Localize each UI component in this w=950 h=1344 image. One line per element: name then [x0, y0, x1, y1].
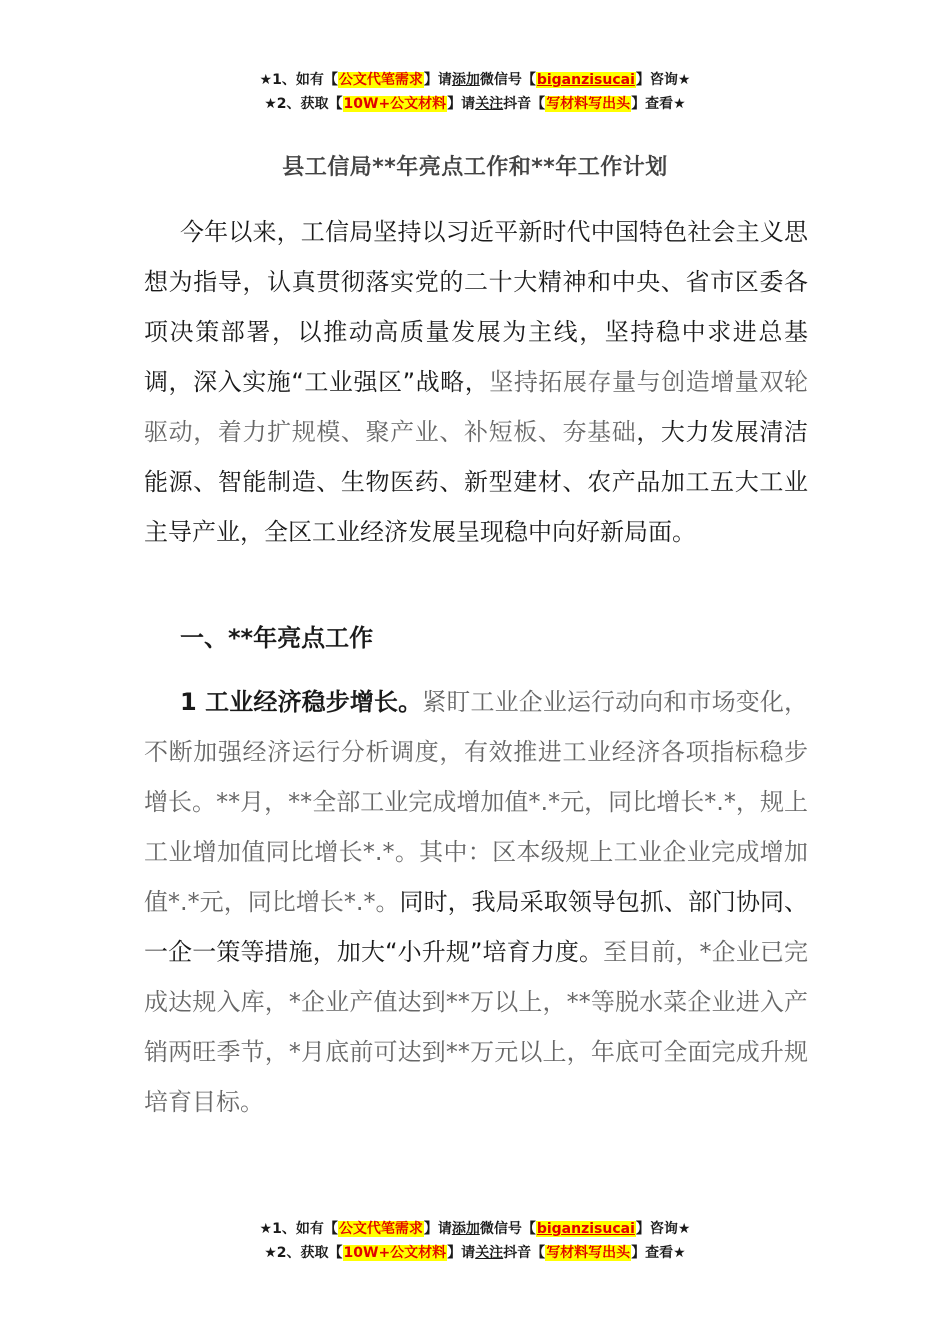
- promo-text: ★2、获取【: [264, 96, 343, 112]
- intro-text: ，大力发展清洁能源、智能制造、生物医药、新型建材、农产品加工五大工业主导产业，全区工业经济发展呈现稳中向好新局面。: [144, 418, 809, 546]
- promo-text: ★2、获取【: [264, 1245, 343, 1261]
- item-lead: 1 工业经济稳步增长。: [180, 688, 423, 716]
- promo-text: 】查看★: [631, 96, 686, 112]
- promo-highlight: 10W+公文材料: [343, 96, 447, 112]
- promo-underlined: 关注: [475, 1245, 504, 1261]
- intro-text-muted: 坚持拓展存量与创造增量双轮驱动，着力扩规模、聚产业、补短板、夯基础: [144, 368, 809, 446]
- promo-text: 抖音【: [503, 1245, 546, 1261]
- promo-highlight: 10W+公文材料: [343, 1245, 447, 1261]
- promo-underlined: 添加: [451, 1221, 480, 1237]
- promo-text: 】请: [423, 72, 452, 88]
- promo-line-1: [0, 68, 950, 92]
- promo-highlight: 公文代笔需求: [338, 72, 423, 88]
- promo-text: 微信号【: [479, 72, 536, 88]
- bottom-promo-banner: [0, 1217, 950, 1265]
- promo-text: 】咨询★: [635, 1221, 691, 1237]
- wechat-id[interactable]: biganzisucai: [536, 1221, 635, 1237]
- item-text: 同时，我局采取领导包抓、部门协同、一企一策等措施，加大“小升规”培育力度。: [144, 888, 808, 966]
- intro-paragraph: [144, 207, 808, 557]
- douyin-account[interactable]: 写材料写出头: [546, 1245, 631, 1261]
- section-heading: 一、**年亮点工作: [180, 624, 374, 652]
- promo-text: ★1、如有【: [259, 1221, 338, 1237]
- promo-underlined: 添加: [451, 72, 480, 88]
- promo-text: 】请: [423, 1221, 452, 1237]
- promo-line-2: [0, 92, 950, 116]
- douyin-account[interactable]: 写材料写出头: [546, 96, 631, 112]
- document-title: 县工信局**年亮点工作和**年工作计划: [282, 155, 668, 180]
- promo-line-2: [0, 1241, 950, 1265]
- promo-text: ★1、如有【: [259, 72, 338, 88]
- item-text-muted: 至目前，*企业已完成达规入库，*企业产值达到**万以上，**等脱水菜企业进入产销两旺季节，*月底前可达到**万元以上，年底可全面完成升规培育目标。: [144, 938, 809, 1116]
- promo-highlight: 公文代笔需求: [338, 1221, 423, 1237]
- promo-text: 】咨询★: [635, 72, 691, 88]
- promo-underlined: 关注: [475, 96, 504, 112]
- top-promo-banner: [0, 68, 950, 116]
- item-text-muted: 紧盯工业企业运行动向和市场变化，不断加强经济运行分析调度，有效推进工业经济各项指标稳步增长。**月，**全部工业完成增加值*.*元，同比增长*.*，规上工业增加值同比增长*.*。其中：区本级规上工业企业完成增加值*.*元，同比增长*.*。: [144, 688, 808, 916]
- promo-text: 微信号【: [479, 1221, 536, 1237]
- promo-text: 抖音【: [503, 96, 546, 112]
- item-1-paragraph: [144, 677, 808, 1127]
- promo-text: 】请: [447, 96, 476, 112]
- promo-text: 】请: [447, 1245, 476, 1261]
- wechat-id[interactable]: biganzisucai: [536, 72, 635, 88]
- promo-line-1: [0, 1217, 950, 1241]
- intro-text: 今年以来，工信局坚持以习近平新时代中国特色社会主义思想为指导，认真贯彻落实党的二十大精神和中央、省市区委各项决策部署，以推动高质量发展为主线，坚持稳中求进总基调，深入实施“工业强区”战略，: [144, 218, 808, 396]
- promo-text: 】查看★: [631, 1245, 686, 1261]
